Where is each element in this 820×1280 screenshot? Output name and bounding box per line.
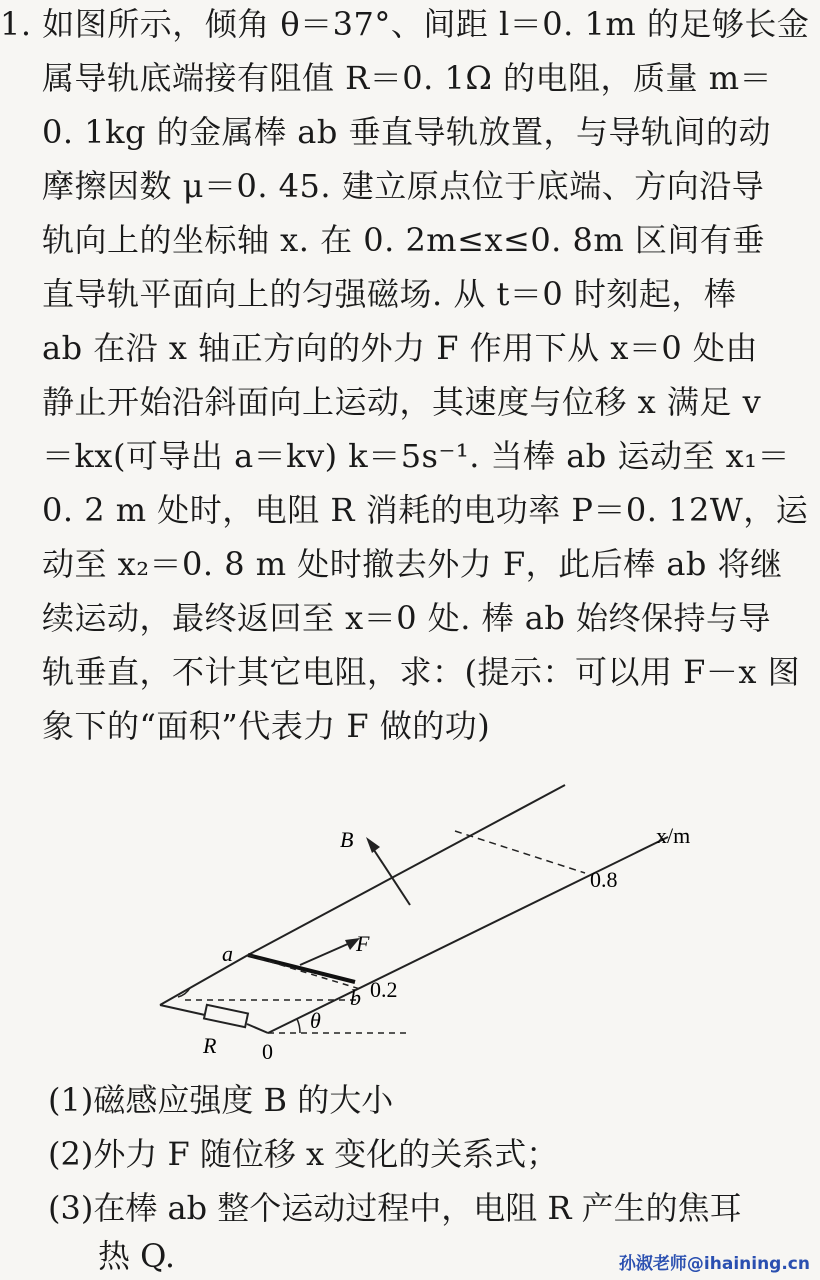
resistor <box>204 1005 248 1027</box>
label-b-field: B <box>340 827 354 852</box>
problem-line: 0. 1kg 的金属棒 ab 垂直导轨放置，与导轨间的动 <box>42 113 772 151</box>
problem-line: 静止开始沿斜面向上运动，其速度与位移 x 满足 v <box>42 383 762 421</box>
problem-line: 动至 x₂＝0. 8 m 处时撤去外力 F，此后棒 ab 将继 <box>42 545 783 583</box>
problem-line: 属导轨底端接有阻值 R＝0. 1Ω 的电阻，质量 m＝ <box>42 59 773 97</box>
label-axis: x/m <box>656 823 691 848</box>
watermark-text: 孙淑老师@ihaining.cn <box>618 1254 810 1274</box>
problem-line: 1. 如图所示，倾角 θ＝37°、间距 l＝0. 1m 的足够长金 <box>0 5 810 43</box>
label-x08: 0.8 <box>590 867 618 892</box>
question-item: 热 Q. <box>98 1237 175 1275</box>
b-arrow-shaft <box>372 847 410 905</box>
rod-ab <box>248 955 355 982</box>
problem-line: 直导轨平面向上的匀强磁场. 从 t＝0 时刻起，棒 <box>42 275 737 313</box>
problem-line: 续运动，最终返回至 x＝0 处. 棒 ab 始终保持与导 <box>42 599 772 637</box>
dashed-x08 <box>455 831 585 873</box>
problem-line: 象下的“面积”代表力 F 做的功) <box>42 707 491 745</box>
angle-arc-theta <box>297 1019 300 1033</box>
problem-line: 0. 2 m 处时，电阻 R 消耗的电功率 P＝0. 12W，运 <box>42 491 809 529</box>
label-a: a <box>222 941 233 966</box>
problem-line: ab 在沿 x 轴正方向的外力 F 作用下从 x＝0 处由 <box>42 329 758 367</box>
bottom-wire <box>160 1005 205 1015</box>
question-item: (3)在棒 ab 整个运动过程中，电阻 R 产生的焦耳 <box>48 1189 742 1227</box>
label-x02: 0.2 <box>370 977 398 1002</box>
bottom-wire-2 <box>247 1024 268 1033</box>
upper-rail <box>248 785 565 955</box>
label-b: b <box>350 985 361 1010</box>
incline-rail-diagram <box>0 775 820 1065</box>
label-theta: θ <box>310 1008 321 1033</box>
b-arrow-head <box>366 837 380 853</box>
label-resistor: R <box>203 1033 217 1058</box>
problem-line: ＝kx(可导出 a＝kv) k＝5s⁻¹. 当棒 ab 运动至 x₁＝ <box>42 437 790 475</box>
problem-line: 轨垂直，不计其它电阻，求：(提示：可以用 F－x 图 <box>42 653 801 691</box>
question-item: (2)外力 F 随位移 x 变化的关系式； <box>48 1135 559 1173</box>
left-wire <box>160 955 248 1005</box>
label-origin: 0 <box>262 1039 273 1064</box>
problem-line: 摩擦因数 μ＝0. 45. 建立原点位于底端、方向沿导 <box>42 167 765 205</box>
label-force: F <box>356 931 370 956</box>
f-arrow-shaft <box>300 943 350 965</box>
question-item: (1)磁感应强度 B 的大小 <box>48 1081 394 1119</box>
problem-line: 轨向上的坐标轴 x. 在 0. 2m≤x≤0. 8m 区间有垂 <box>42 221 765 259</box>
